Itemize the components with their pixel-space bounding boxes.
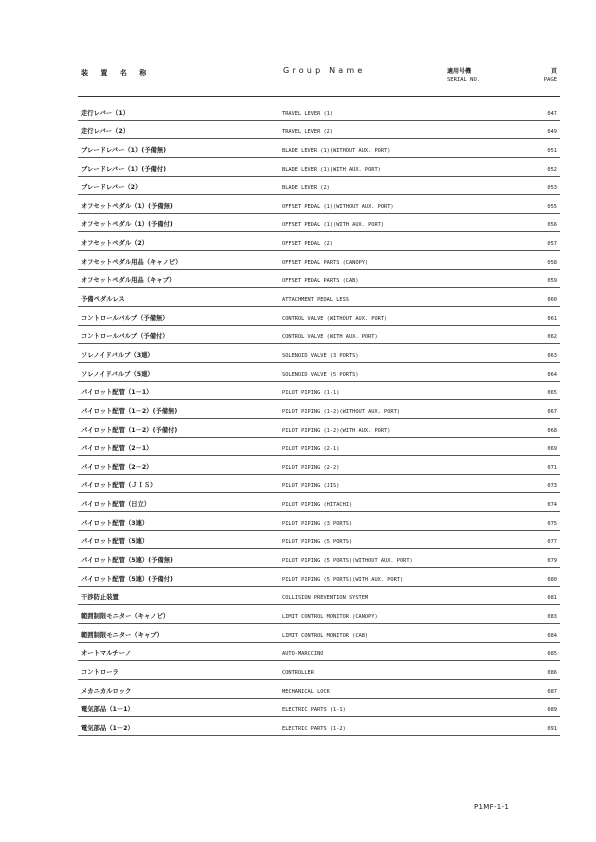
row-name-jp: オフセットペダル用品（キャノピ） (81, 258, 182, 266)
row-name-jp: 電気部品（1－2） (81, 724, 134, 732)
table-row (78, 344, 560, 363)
row-name-jp: オフセットペダル用品（キャブ） (81, 277, 176, 285)
table-header (0, 66, 596, 100)
table-row (78, 326, 560, 345)
header-serial-en: SERIAL NO. (447, 77, 481, 83)
row-name-jp: オートマルチーノ (81, 650, 132, 658)
row-group-name: PILOT PIPING (1-2)(WITHOUT AUX. PORT) (282, 408, 400, 415)
header-page-en: PAGE (543, 77, 557, 83)
row-page-number: 064 (547, 371, 557, 378)
table-row (78, 531, 560, 550)
table-row (78, 270, 560, 289)
row-group-name: BLADE LEVER (2) (282, 185, 330, 192)
row-name-jp: コントローラ (81, 668, 119, 676)
row-group-name: PILOT PIPING (1-2)(WITH AUX. PORT) (282, 427, 391, 434)
row-page-number: 052 (547, 166, 557, 173)
row-page-number: 051 (547, 147, 557, 154)
table-row (78, 195, 560, 214)
header-page-jp: 頁 (550, 68, 557, 75)
row-group-name: TRAVEL LEVER (2) (282, 129, 334, 136)
row-page-number: 079 (547, 558, 557, 565)
row-group-name: PILOT PIPING (3 PORTS) (282, 520, 353, 527)
row-name-jp: パイロット配管（5連） (81, 538, 149, 546)
row-page-number: 069 (547, 446, 557, 453)
row-name-jp: ブレードレバー（2） (81, 184, 142, 192)
table-row (78, 624, 560, 643)
table-row (78, 382, 560, 401)
row-page-number: 085 (547, 651, 557, 658)
row-group-name: AUTO-MARCCINO (282, 651, 324, 658)
table-row (78, 232, 560, 251)
table-row (78, 438, 560, 457)
header-name-jp: 装 置 名 称 (81, 69, 152, 77)
row-page-number: 073 (547, 483, 557, 490)
table-row (78, 643, 560, 662)
row-group-name: SOLENOID VALVE (3 PORTS) (282, 352, 359, 359)
row-name-jp: パイロット配管（1－2）(予備無) (81, 407, 178, 415)
row-page-number: 063 (547, 352, 557, 359)
row-name-jp: ソレノイドバルブ（3連） (81, 351, 154, 359)
row-group-name: OFFSET PEDAL PARTS (CAB) (282, 278, 359, 285)
row-group-name: PILOT PIPING (2-1) (282, 446, 340, 453)
row-page-number: 080 (547, 576, 557, 583)
row-group-name: OFFSET PEDAL (1)(WITH AUX. PORT) (282, 222, 385, 229)
header-serial-jp: 適用号機 (447, 68, 472, 75)
table-row (78, 661, 560, 680)
row-name-jp: パイロット配管（日立） (81, 501, 151, 509)
header-divider (78, 96, 560, 97)
row-name-jp: ソレノイドバルブ（5連） (81, 370, 154, 378)
row-page-number: 089 (547, 707, 557, 714)
table-row (78, 102, 560, 121)
table-row (78, 456, 560, 475)
row-page-number: 068 (547, 427, 557, 434)
row-page-number: 071 (547, 464, 557, 471)
row-name-jp: オフセットペダル（2） (81, 240, 149, 248)
row-page-number: 047 (547, 110, 557, 117)
row-name-jp: パイロット配管（2－1） (81, 445, 153, 453)
row-group-name: CONTROLLER (282, 669, 314, 676)
table-row (78, 400, 560, 419)
table-row (78, 717, 560, 736)
row-group-name: LIMIT CONTROL MONITOR (CAB) (282, 632, 369, 639)
row-group-name: COLLISION PREVENTION SYSTEM (282, 595, 369, 602)
row-page-number: 084 (547, 632, 557, 639)
row-page-number: 061 (547, 315, 557, 322)
row-name-jp: メカニカルロック (81, 687, 132, 695)
row-page-number: 049 (547, 129, 557, 136)
row-name-jp: ブレードレバー（1）(予備付) (81, 165, 167, 173)
row-group-name: CONTROL VALVE (WITH AUX. PORT) (282, 334, 378, 341)
row-page-number: 086 (547, 669, 557, 676)
row-group-name: ATTACHMENT PEDAL LESS (282, 297, 349, 304)
table-row (78, 587, 560, 606)
row-group-name: BLADE LEVER (1)(WITHOUT AUX. PORT) (282, 147, 391, 154)
row-name-jp: パイロット配管（5連）(予備無) (81, 557, 173, 565)
table-row (78, 214, 560, 233)
row-page-number: 065 (547, 390, 557, 397)
row-page-number: 074 (547, 502, 557, 509)
row-group-name: SOLENOID VALVE (5 PORTS) (282, 371, 359, 378)
row-name-jp: 干渉防止装置 (81, 594, 119, 602)
row-page-number: 057 (547, 241, 557, 248)
index-table (78, 102, 560, 736)
table-row (78, 475, 560, 494)
row-page-number: 067 (547, 408, 557, 415)
row-name-jp: コントロールバルブ（予備無） (81, 314, 169, 322)
table-row (78, 177, 560, 196)
row-name-jp: 走行レバー（2） (81, 128, 130, 136)
table-row (78, 121, 560, 140)
row-group-name: TRAVEL LEVER (1) (282, 110, 334, 117)
row-name-jp: パイロット配管（3連） (81, 519, 149, 527)
row-page-number: 056 (547, 222, 557, 229)
row-page-number: 059 (547, 278, 557, 285)
row-page-number: 087 (547, 688, 557, 695)
row-name-jp: 範囲制限モニター（キャノピ） (81, 612, 170, 620)
row-name-jp: オフセットペダル（1）(予備無) (81, 202, 173, 210)
row-page-number: 077 (547, 539, 557, 546)
row-page-number: 055 (547, 203, 557, 210)
table-row (78, 549, 560, 568)
row-page-number: 062 (547, 334, 557, 341)
row-name-jp: 電気部品（1－1） (81, 706, 134, 714)
table-row (78, 568, 560, 587)
row-group-name: OFFSET PEDAL PARTS (CANOPY) (282, 259, 369, 266)
row-name-jp: ブレードレバー（1）(予備無) (81, 146, 167, 154)
row-group-name: ELECTRIC PARTS (1-1) (282, 707, 346, 714)
row-group-name: OFFSET PEDAL (2) (282, 241, 334, 248)
row-name-jp: パイロット配管（ＪＩＳ） (81, 482, 157, 490)
row-group-name: ELECTRIC PARTS (1-2) (282, 725, 346, 732)
row-name-jp: パイロット配管（2－2） (81, 463, 153, 471)
row-group-name: PILOT PIPING (JIS) (282, 483, 340, 490)
table-row (78, 251, 560, 270)
row-page-number: 083 (547, 613, 557, 620)
row-name-jp: 範囲制限モニター（キャブ） (81, 631, 163, 639)
row-name-jp: パイロット配管（1－2）(予備付) (81, 426, 178, 434)
table-row (78, 363, 560, 382)
row-name-jp: 走行レバー（1） (81, 109, 130, 117)
row-page-number: 060 (547, 297, 557, 304)
row-group-name: LIMIT CONTROL MONITOR (CANOPY) (282, 613, 378, 620)
row-page-number: 091 (547, 725, 557, 732)
row-name-jp: 予備ペダルレス (81, 296, 125, 304)
row-group-name: PILOT PIPING (5 PORTS)(WITHOUT AUX. PORT) (282, 558, 413, 565)
row-group-name: MECHANICAL LOCK (282, 688, 330, 695)
row-group-name: CONTROL VALVE (WITHOUT AUX. PORT) (282, 315, 388, 322)
table-row (78, 419, 560, 438)
row-page-number: 053 (547, 185, 557, 192)
row-page-number: 081 (547, 595, 557, 602)
row-name-jp: パイロット配管（5連）(予備付) (81, 575, 173, 583)
row-name-jp: コントロールバルブ（予備付） (81, 333, 169, 341)
table-row (78, 512, 560, 531)
row-group-name: OFFSET PEDAL (1)(WITHOUT AUX. PORT) (282, 203, 394, 210)
row-name-jp: オフセットペダル（1）(予備付) (81, 221, 173, 229)
table-row (78, 158, 560, 177)
row-group-name: PILOT PIPING (5 PORTS) (282, 539, 353, 546)
row-group-name: PILOT PIPING (1-1) (282, 390, 340, 397)
table-row (78, 493, 560, 512)
row-page-number: 058 (547, 259, 557, 266)
row-group-name: PILOT PIPING (HITACHI) (282, 502, 353, 509)
row-group-name: PILOT PIPING (2-2) (282, 464, 340, 471)
header-group-name: Group Name (283, 66, 366, 75)
table-row (78, 605, 560, 624)
row-page-number: 075 (547, 520, 557, 527)
table-row (78, 699, 560, 718)
table-row (78, 288, 560, 307)
table-row (78, 680, 560, 699)
row-group-name: PILOT PIPING (5 PORTS)(WITH AUX. PORT) (282, 576, 404, 583)
footer-code: P1MF-1-1 (474, 803, 510, 811)
table-row (78, 307, 560, 326)
row-name-jp: パイロット配管（1－1） (81, 389, 153, 397)
table-row (78, 139, 560, 158)
row-group-name: BLADE LEVER (1)(WITH AUX. PORT) (282, 166, 381, 173)
